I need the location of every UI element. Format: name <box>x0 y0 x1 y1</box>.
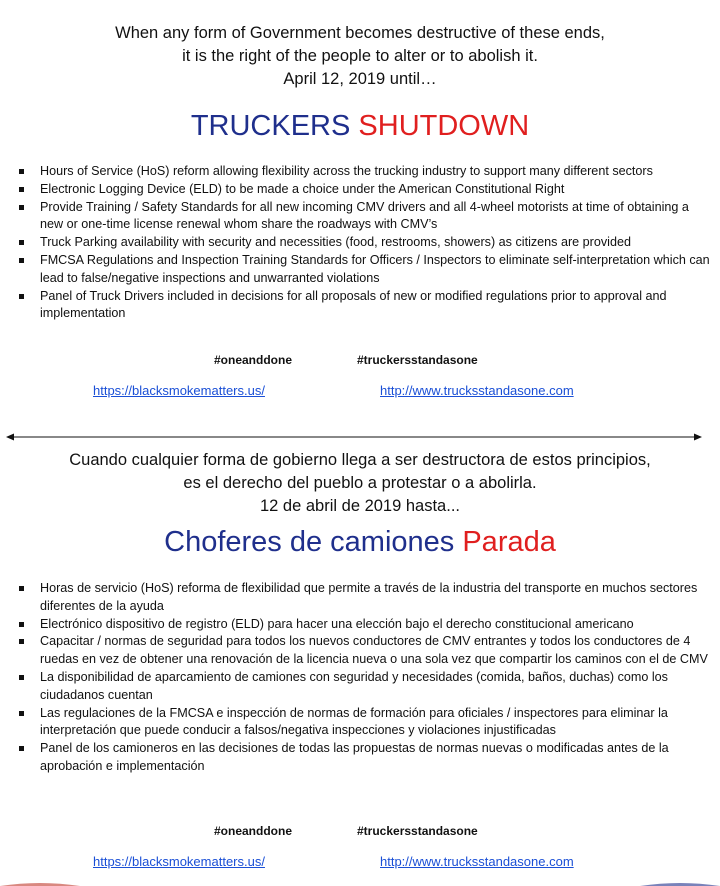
list-item: Horas de servicio (HoS) reforma de flexibilidad que permite a través de la industria del transporte en muchos sectores diferentes de la ayuda <box>10 580 710 616</box>
list-item: Capacitar / normas de seguridad para todos los nuevos conductores de CMV entrantes y todos los conductores de 4 ruedas en vez de obtener una renovación de la licencia nueva o una sola vez que compartir los caminos con el de CMV <box>10 633 710 669</box>
hashtag-oneanddone: #oneanddone <box>214 824 293 838</box>
spanish-demands-list <box>10 580 710 776</box>
hashtag-truckersstandasone: #truckersstandasone <box>357 824 478 838</box>
spanish-title <box>0 526 720 559</box>
english-intro <box>0 22 720 91</box>
list-item: Electronic Logging Device (ELD) to be made a choice under the American Constitutional Right <box>10 181 710 199</box>
list-item: Panel de los camioneros en las decisiones de todas las propuestas de normas nuevas o modificadas antes de la aprobación e implementación <box>10 740 710 776</box>
spanish-intro <box>0 449 720 518</box>
english-title <box>0 110 720 143</box>
hashtag-truckersstandasone: #truckersstandasone <box>357 353 478 367</box>
intro-line: Cuando cualquier forma de gobierno llega a ser destructora de estos principios, <box>69 451 651 469</box>
title-part-blue: Choferes de camiones <box>164 526 455 558</box>
intro-line: When any form of Government becomes destructive of these ends, <box>115 24 605 42</box>
list-item: Las regulaciones de la FMCSA e inspección de normas de formación para oficiales / inspectores para eliminar la interpretación que puede conducir a falsos/negativa inspecciones y violaciones injustificadas <box>10 705 710 741</box>
intro-date: April 12, 2019 until… <box>283 70 437 88</box>
intro-line: it is the right of the people to alter or to abolish it. <box>182 47 538 65</box>
trucksstandasone-link[interactable]: http://www.trucksstandasone.com <box>380 854 574 869</box>
list-item: Provide Training / Safety Standards for all new incoming CMV drivers and all 4-wheel motorists at time of obtaining a new or one-time license renewal whom share the roadways with CMV’s <box>10 199 710 235</box>
list-item: Electrónico dispositivo de registro (ELD) para hacer una elección bajo el derecho constitucional americano <box>10 616 710 634</box>
title-part-blue: TRUCKERS <box>190 110 351 142</box>
list-item: La disponibilidad de aparcamiento de camiones con seguridad y necesidades (comida, baños, duchas) como los ciudadanos cuentan <box>10 669 710 705</box>
hashtag-oneanddone: #oneanddone <box>214 353 293 367</box>
title-part-red: SHUTDOWN <box>358 110 530 142</box>
decorative-bottom-swoosh <box>0 876 720 886</box>
english-demands-list <box>10 163 710 323</box>
blacksmokematters-link[interactable]: https://blacksmokematters.us/ <box>93 854 265 869</box>
double-arrow-divider <box>6 431 702 443</box>
intro-line: es el derecho del pueblo a protestar o a abolirla. <box>183 474 537 492</box>
list-item: Hours of Service (HoS) reform allowing flexibility across the trucking industry to support many different sectors <box>10 163 710 181</box>
list-item: Truck Parking availability with security and necessities (food, restrooms, showers) as citizens are provided <box>10 234 710 252</box>
trucksstandasone-link[interactable]: http://www.trucksstandasone.com <box>380 383 574 398</box>
title-part-red: Parada <box>462 526 556 558</box>
list-item: FMCSA Regulations and Inspection Training Standards for Officers / Inspectors to eliminate self-interpretation which can lead to false/negative inspections and unwarranted violations <box>10 252 710 288</box>
list-item: Panel of Truck Drivers included in decisions for all proposals of new or modified regulations prior to approval and implementation <box>10 288 710 324</box>
intro-date: 12 de abril de 2019 hasta... <box>260 497 460 515</box>
blacksmokematters-link[interactable]: https://blacksmokematters.us/ <box>93 383 265 398</box>
